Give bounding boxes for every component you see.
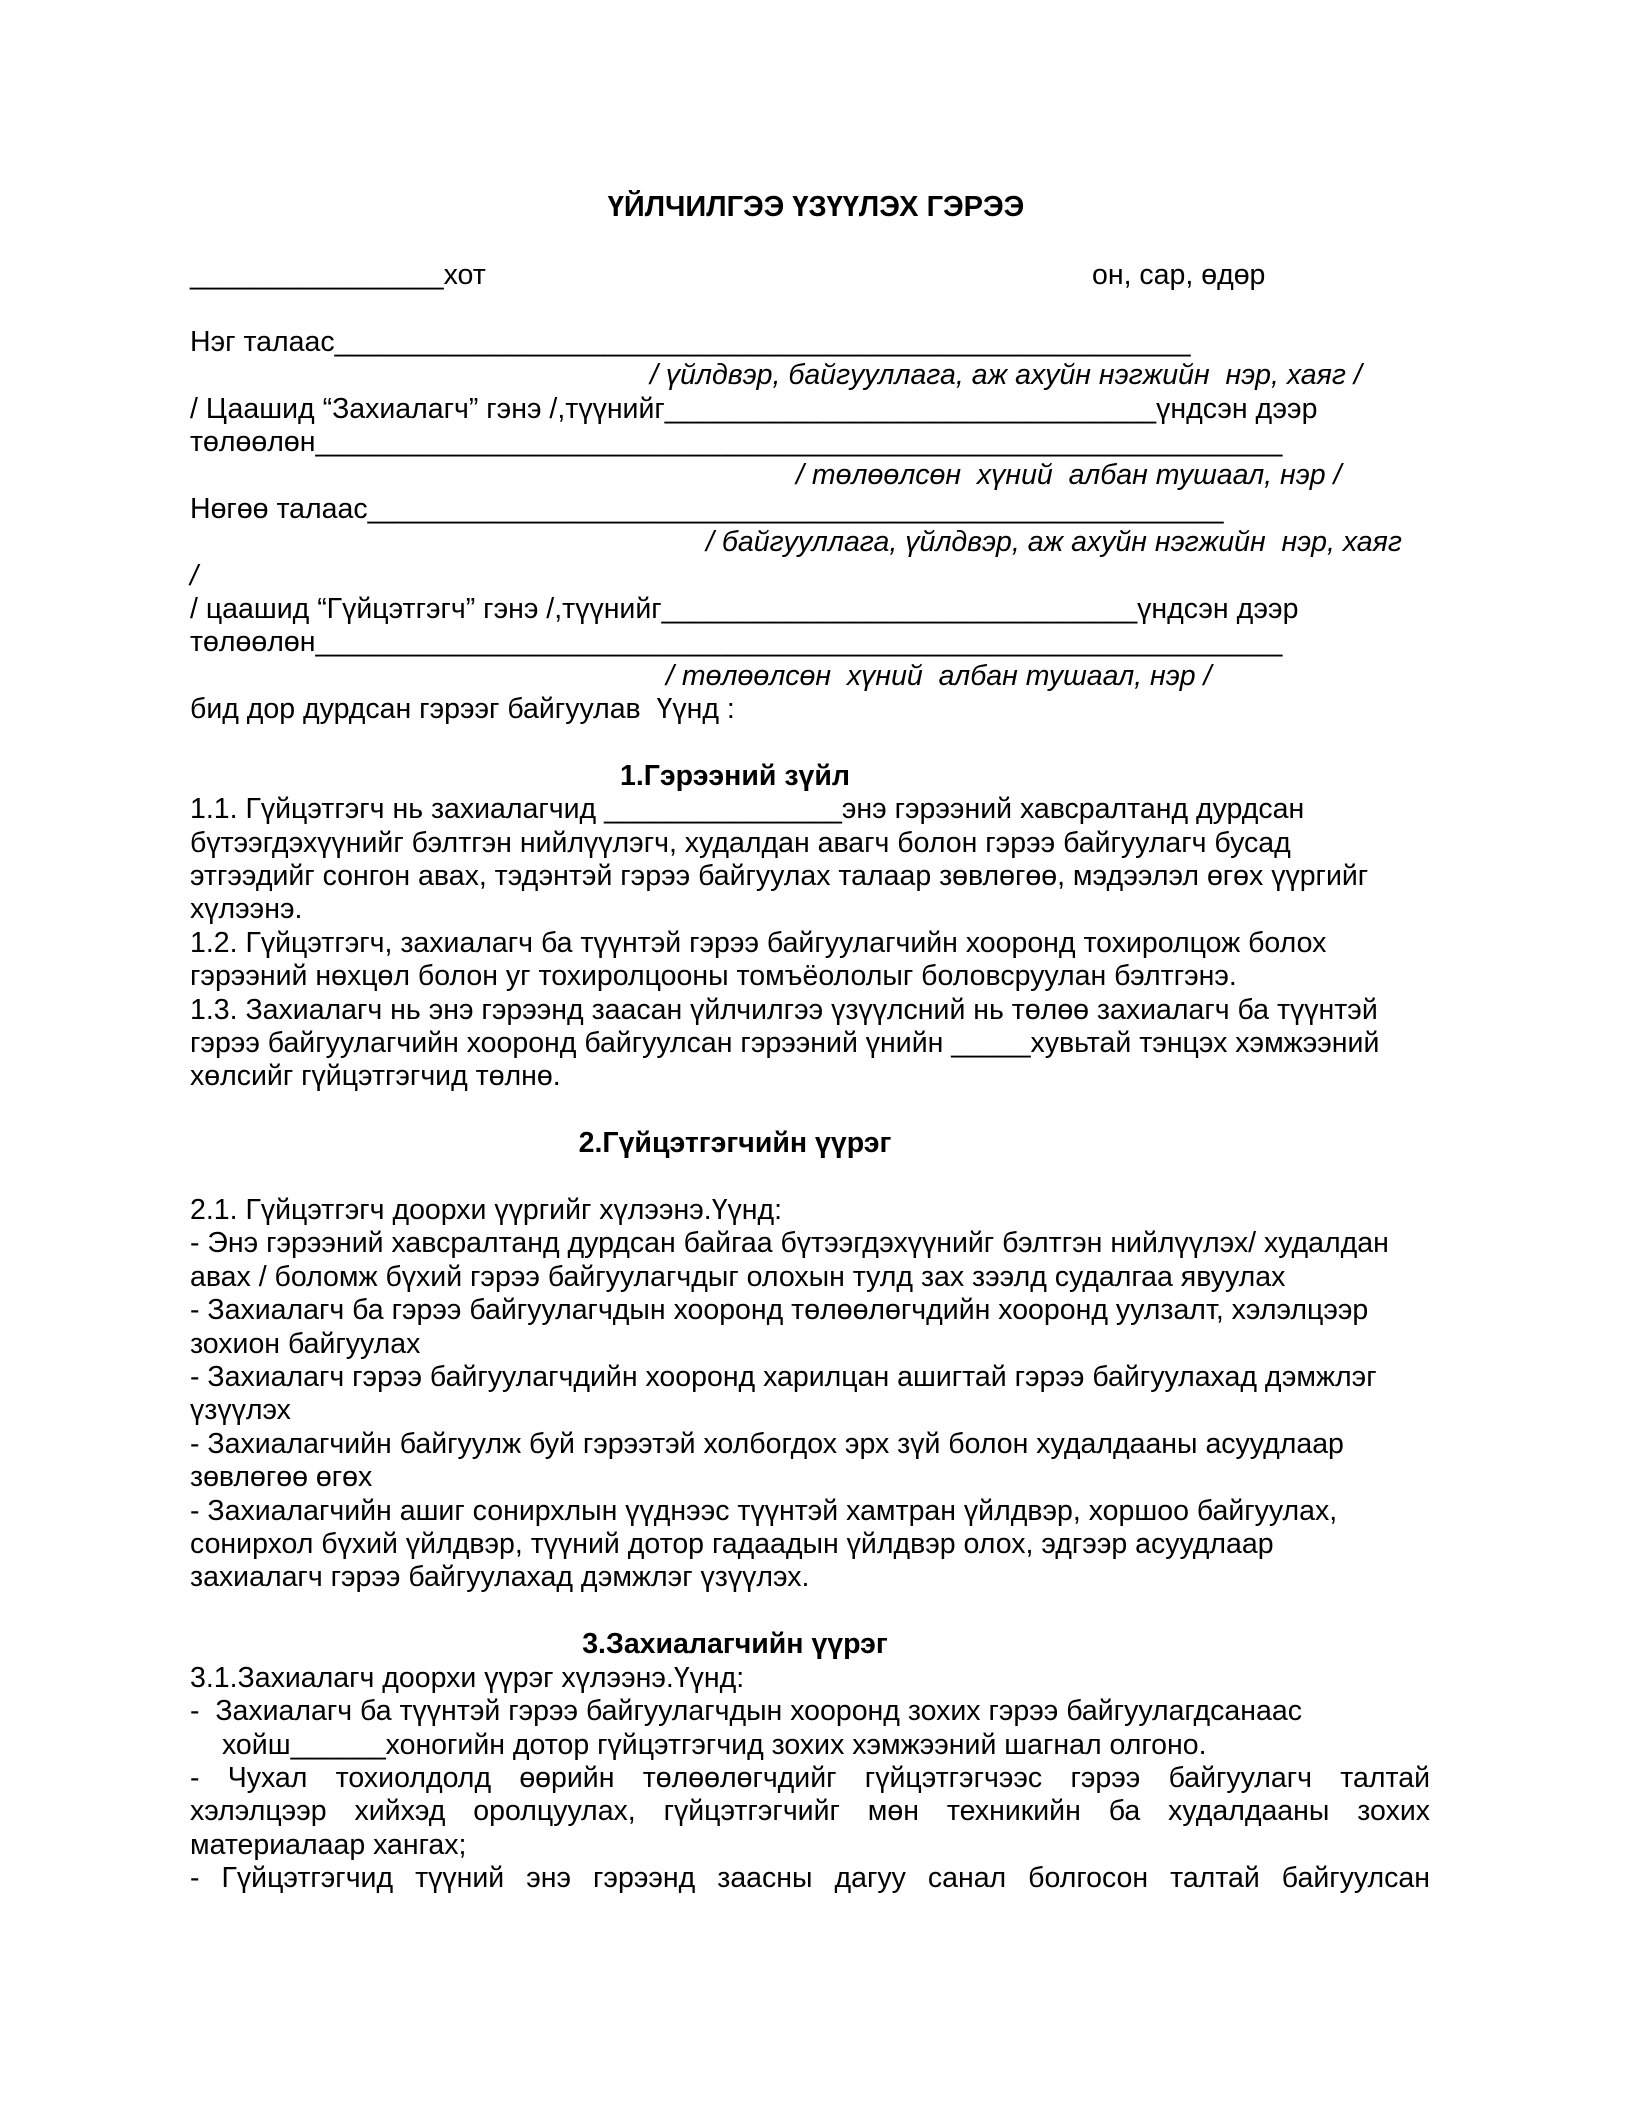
section-2-line: авах / боломж бүхий гэрээ байгуулагчдыг олохын тулд зах зээлд судалгаа явуулах: [190, 1261, 1286, 1293]
section-2-line: сонирхол бүхий үйлдвэр, түүний дотор гадаадын үйлдвэр олох, эдгээр асуудлаар: [190, 1528, 1274, 1560]
section-2-line: 2.1. Гүйцэтгэгч доорхи үүргийг хүлээнэ.Үүнд:: [190, 1194, 783, 1226]
section-1-line: хүлээнэ.: [190, 893, 303, 925]
party-caption: / төлөөлсөн хүний албан тушаал, нэр /: [666, 660, 1212, 692]
section-3-line: материалаар хангах;: [190, 1829, 467, 1861]
section-1-heading: 1.Гэрээний зүйл: [620, 760, 850, 792]
section-2-line: - Захиалагчийн ашиг сонирхлын үүднээс түүнтэй хамтран үйлдвэр, хоршоо байгуулах,: [190, 1495, 1338, 1527]
party-line: бид дор дурдсан гэрээг байгуулав Үүнд :: [190, 693, 735, 725]
date-field: он, сар, өдөр: [1092, 259, 1266, 291]
party-line: / Цаашид “Захиалагч” гэнэ /,түүнийг_______________________________үндсэн дээр: [190, 393, 1318, 425]
party-caption: / байгууллага, үйлдвэр, аж ахуйн нэгжийн нэр, хаяг: [706, 526, 1402, 558]
party-line: Нэг талаас______________________________________________________: [190, 326, 1191, 358]
section-2-line: захиалагч гэрээ байгуулахад дэмжлэг үзүүлэх.: [190, 1561, 810, 1593]
section-1-line: гэрээ байгуулагчийн хооронд байгуулсан гэрээний үнийн _____хувьтай тэнцэх хэмжээний: [190, 1027, 1380, 1059]
party-line: төлөөлөн_____________________________________________________________: [190, 426, 1283, 458]
section-2-heading: 2.Гүйцэтгэгчийн үүрэг: [578, 1127, 892, 1159]
document-title: ҮЙЛЧИЛГЭЭ ҮЗҮҮЛЭХ ГЭРЭЭ: [607, 191, 1025, 223]
section-3-line: хойш______хоногийн дотор гүйцэтгэгчид зохих хэмжээний шагнал олгоно.: [222, 1729, 1207, 1761]
party-line: Нөгөө талаас______________________________________________________: [190, 493, 1224, 525]
section-3-line: - Гүйцэтгэгчид түүний энэ гэрээнд заасны дагуу санал болгосон талтай байгуулсан: [190, 1862, 1430, 1894]
section-3-line: - Чухал тохиолдолд өөрийн төлөөлөгчдийг гүйцэтгэгчээс гэрээ байгуулагч талтай: [190, 1762, 1430, 1794]
section-2-line: - Энэ гэрээний хавсралтанд дурдсан байгаа бүтээгдэхүүнийг бэлтгэн нийлүүлэх/ худалдан: [190, 1227, 1389, 1259]
section-2-line: зохион байгуулах: [190, 1328, 421, 1360]
section-2-line: - Захиалагч ба гэрээ байгуулагчдын хооронд төлөөлөгчдийн хооронд уулзалт, хэлэлцээр: [190, 1294, 1369, 1326]
party-caption: / үйлдвэр, байгууллага, аж ахуйн нэгжийн нэр, хаяг /: [650, 359, 1362, 391]
section-1-line: 1.3. Захиалагч нь энэ гэрээнд заасан үйлчилгээ үзүүлсний нь төлөө захиалагч ба түүнтэй: [190, 994, 1378, 1026]
party-line: / цаашид “Гүйцэтгэгч” гэнэ /,түүнийг______________________________үндсэн дээр: [190, 593, 1299, 625]
city-field: ________________хот: [190, 259, 486, 291]
section-1-line: 1.1. Гүйцэтгэгч нь захиалагчид _______________энэ гэрээний хавсралтанд дурдсан: [190, 793, 1305, 825]
section-1-line: 1.2. Гүйцэтгэгч, захиалагч ба түүнтэй гэрээ байгуулагчийн хооронд тохиролцож болох: [190, 927, 1327, 959]
section-2-line: үзүүлэх: [190, 1394, 291, 1426]
section-3-line: - Захиалагч ба түүнтэй гэрээ байгуулагчдын хооронд зохих гэрээ байгуулагдсанаас: [190, 1695, 1302, 1727]
section-1-line: бүтээгдэхүүнийг бэлтгэн нийлүүлэгч, худалдан авагч болон гэрээ байгуулагч бусад: [190, 827, 1291, 859]
section-1-line: гэрээний нөхцөл болон уг тохиролцооны томъёололыг боловсруулан бэлтгэнэ.: [190, 960, 1237, 992]
section-2-line: зөвлөгөө өгөх: [190, 1461, 373, 1493]
party-caption: / төлөөлсөн хүний албан тушаал, нэр /: [796, 459, 1342, 491]
section-2-line: - Захиалагчийн байгуулж буй гэрээтэй холбогдох эрх зүй болон худалдааны асуудлаар: [190, 1428, 1344, 1460]
party-caption: /: [190, 560, 198, 592]
section-2-line: - Захиалагч гэрээ байгуулагчдийн хооронд харилцан ашигтай гэрээ байгуулахад дэмжлэг: [190, 1361, 1377, 1393]
section-1-line: этгээдийг сонгон авах, тэдэнтэй гэрээ байгуулах талаар зөвлөгөө, мэдээлэл өгөх үүргийг: [190, 860, 1369, 892]
section-3-line: хэлэлцээр хийхэд оролцуулах, гүйцэтгэгчийг мөн техникийн ба худалдааны зохих: [190, 1795, 1430, 1827]
section-1-line: хөлсийг гүйцэтгэгчид төлнө.: [190, 1060, 561, 1092]
section-3-line: 3.1.Захиалагч доорхи үүрэг хүлээнэ.Үүнд:: [190, 1662, 745, 1694]
section-3-heading: 3.Захиалагчийн үүрэг: [582, 1628, 888, 1660]
party-line: төлөөлөн_____________________________________________________________: [190, 626, 1283, 658]
